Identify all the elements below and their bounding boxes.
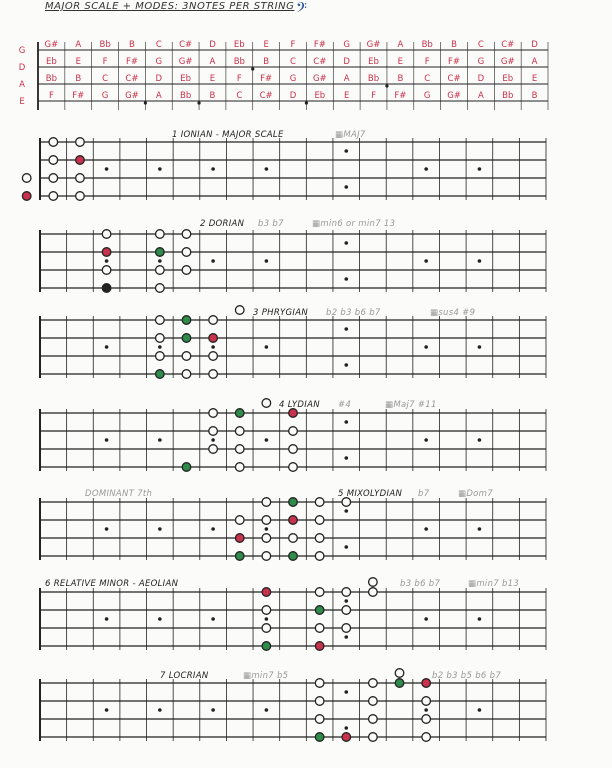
chord-label: ▦Maj7 #11 bbox=[385, 400, 437, 410]
interval-label: b7 bbox=[418, 489, 430, 499]
inlay-dot bbox=[265, 617, 269, 621]
mode-diagram bbox=[40, 399, 546, 472]
note-chart bbox=[19, 40, 548, 110]
mode-name-label: 2 DORIAN bbox=[200, 219, 245, 229]
scale-note-dot bbox=[209, 334, 218, 343]
chord-label: ▦MAJ7 bbox=[335, 130, 366, 140]
chord-label: ▦min6 or min7 13 bbox=[312, 219, 396, 229]
note-cell: C bbox=[236, 91, 243, 101]
scale-note-dot bbox=[369, 578, 378, 587]
note-cell: Eb bbox=[180, 74, 192, 84]
note-cell: C bbox=[102, 74, 109, 84]
scale-note-dot bbox=[235, 427, 244, 436]
scale-note-dot bbox=[156, 370, 165, 379]
inlay-dot bbox=[211, 617, 215, 621]
scale-note-dot bbox=[156, 248, 165, 257]
note-cell: B bbox=[451, 40, 457, 50]
scale-note-dot bbox=[209, 427, 218, 436]
chord-label: ▦Dom7 bbox=[458, 489, 493, 499]
mode-diagram bbox=[40, 489, 546, 560]
note-cell: F# bbox=[125, 57, 138, 67]
scale-note-dot bbox=[182, 334, 191, 343]
interval-label: #4 bbox=[338, 400, 352, 410]
scale-note-dot bbox=[156, 334, 165, 343]
scale-note-dot bbox=[22, 192, 31, 201]
scale-note-dot bbox=[342, 606, 351, 615]
scale-note-dot bbox=[22, 174, 31, 183]
note-cell: A bbox=[209, 57, 216, 67]
inlay-dot bbox=[211, 527, 215, 531]
inlay-dot bbox=[211, 345, 215, 349]
inlay-dot bbox=[211, 708, 215, 712]
note-cell: A bbox=[397, 40, 404, 50]
note-cell: C# bbox=[125, 74, 139, 84]
scale-note-dot bbox=[422, 733, 431, 742]
mode-diagram bbox=[40, 306, 546, 379]
scale-note-dot bbox=[289, 534, 298, 543]
inlay-dot bbox=[105, 617, 109, 621]
scale-note-dot bbox=[422, 715, 431, 724]
scale-note-dot bbox=[209, 409, 218, 418]
scale-note-dot bbox=[289, 552, 298, 561]
string-name-label: G bbox=[18, 46, 26, 56]
inlay-dot bbox=[265, 259, 269, 263]
inlay-dot bbox=[478, 617, 482, 621]
chord-label: ▦sus4 #9 bbox=[430, 308, 476, 318]
scale-note-dot bbox=[369, 697, 378, 706]
scale-note-dot bbox=[102, 230, 111, 239]
scale-note-dot bbox=[262, 588, 271, 597]
interval-label: b3 b7 bbox=[258, 219, 284, 229]
page-title: MAJOR SCALE + MODES: 3NOTES PER STRING bbox=[45, 1, 295, 12]
scale-note-dot bbox=[342, 588, 351, 597]
note-chart-marker-dot bbox=[144, 101, 147, 104]
inlay-dot bbox=[424, 167, 428, 171]
note-cell: C# bbox=[501, 40, 515, 50]
note-cell: E bbox=[397, 57, 404, 67]
scale-note-dot bbox=[315, 624, 324, 633]
inlay-dot bbox=[158, 527, 162, 531]
note-cell: F# bbox=[260, 74, 273, 84]
inlay-dot bbox=[478, 438, 482, 442]
inlay-dot bbox=[424, 708, 428, 712]
scale-note-dot bbox=[209, 352, 218, 361]
scale-note-dot bbox=[315, 642, 324, 651]
note-cell: G bbox=[477, 57, 485, 67]
inlay-dot bbox=[158, 259, 162, 263]
inlay-dot bbox=[265, 527, 269, 531]
scale-note-dot bbox=[209, 445, 218, 454]
note-cell: B bbox=[397, 74, 404, 84]
note-cell: G# bbox=[312, 74, 327, 84]
scale-note-dot bbox=[315, 498, 324, 507]
note-cell: Bb bbox=[421, 40, 433, 50]
scale-note-dot bbox=[49, 174, 58, 183]
scale-note-dot bbox=[76, 138, 85, 147]
note-cell: Eb bbox=[314, 91, 326, 101]
string-name-label: E bbox=[19, 97, 25, 107]
note-cell: Eb bbox=[502, 74, 514, 84]
note-cell: F# bbox=[394, 91, 407, 101]
note-chart-marker-dot bbox=[197, 101, 200, 104]
inlay-dot bbox=[344, 456, 348, 460]
scale-note-dot bbox=[49, 192, 58, 201]
inlay-dot bbox=[344, 420, 348, 424]
chord-label: ▦min7 b13 bbox=[468, 579, 520, 589]
interval-label: b3 b6 b7 bbox=[400, 579, 441, 589]
inlay-dot bbox=[105, 167, 109, 171]
note-cell: F bbox=[236, 74, 242, 84]
scale-note-dot bbox=[315, 715, 324, 724]
note-cell: G# bbox=[125, 91, 139, 101]
note-cell: B bbox=[531, 91, 538, 101]
inlay-dot bbox=[265, 345, 269, 349]
inlay-dot bbox=[211, 259, 215, 263]
note-cell: Bb bbox=[180, 91, 192, 101]
note-cell: F bbox=[102, 57, 108, 67]
inlay-dot bbox=[158, 438, 162, 442]
note-cell: A bbox=[477, 91, 484, 101]
mode-name-label: 6 RELATIVE MINOR - AEOLIAN bbox=[45, 579, 179, 589]
note-cell: E bbox=[531, 74, 538, 84]
mode-diagram bbox=[22, 130, 546, 200]
note-cell: G# bbox=[44, 40, 59, 50]
note-chart-marker-dot bbox=[305, 101, 308, 104]
scale-note-dot bbox=[262, 498, 271, 507]
note-cell: C# bbox=[179, 40, 193, 50]
scale-note-dot bbox=[369, 733, 378, 742]
note-cell: B bbox=[129, 40, 135, 50]
scale-note-dot bbox=[182, 266, 191, 275]
side-note-label: DOMINANT 7th bbox=[85, 489, 153, 499]
scale-note-dot bbox=[235, 552, 244, 561]
scale-note-dot bbox=[235, 463, 244, 472]
scale-note-dot bbox=[182, 248, 191, 257]
note-cell: Eb bbox=[368, 57, 379, 67]
scale-note-dot bbox=[182, 230, 191, 239]
inlay-dot bbox=[478, 527, 482, 531]
note-cell: F bbox=[371, 91, 376, 101]
mode-name-label: 3 PHRYGIAN bbox=[253, 308, 308, 318]
inlay-dot bbox=[344, 690, 348, 694]
scale-note-dot bbox=[262, 606, 271, 615]
scale-note-dot bbox=[315, 588, 324, 597]
inlay-dot bbox=[105, 345, 109, 349]
inlay-dot bbox=[344, 327, 348, 331]
scale-note-dot bbox=[209, 316, 218, 325]
interval-label: b2 b3 b5 b6 b7 bbox=[432, 671, 502, 681]
scale-note-dot bbox=[76, 174, 85, 183]
inlay-dot bbox=[478, 167, 482, 171]
interval-label: b2 b3 b6 b7 bbox=[326, 308, 381, 318]
note-cell: G bbox=[101, 91, 109, 101]
note-cell: D bbox=[343, 57, 350, 67]
scale-note-dot bbox=[262, 399, 271, 408]
note-cell: A bbox=[155, 91, 162, 101]
inlay-dot bbox=[478, 259, 482, 263]
note-chart-marker-dot bbox=[251, 67, 254, 70]
inlay-dot bbox=[211, 167, 215, 171]
note-cell: Bb bbox=[99, 40, 111, 50]
note-cell: G bbox=[423, 91, 431, 101]
inlay-dot bbox=[344, 363, 348, 367]
note-cell: D bbox=[209, 40, 216, 50]
scale-note-dot bbox=[315, 606, 324, 615]
scale-note-dot bbox=[76, 156, 85, 165]
note-cell: C# bbox=[447, 74, 461, 84]
scale-note-dot bbox=[156, 316, 165, 325]
scale-note-dot bbox=[289, 516, 298, 525]
scale-note-dot bbox=[422, 697, 431, 706]
scale-note-dot bbox=[235, 306, 244, 315]
scale-note-dot bbox=[156, 352, 165, 361]
inlay-dot bbox=[344, 149, 348, 153]
note-cell: G bbox=[155, 57, 163, 67]
inlay-dot bbox=[344, 509, 348, 513]
inlay-dot bbox=[478, 345, 482, 349]
inlay-dot bbox=[105, 259, 109, 263]
scale-note-dot bbox=[315, 552, 324, 561]
inlay-dot bbox=[158, 345, 162, 349]
scale-note-dot bbox=[49, 138, 58, 147]
scale-note-dot bbox=[262, 624, 271, 633]
note-cell: Eb bbox=[46, 57, 57, 67]
scale-note-dot bbox=[342, 733, 351, 742]
scale-note-dot bbox=[49, 156, 58, 165]
inlay-dot bbox=[265, 438, 269, 442]
scale-note-dot bbox=[342, 624, 351, 633]
inlay-dot bbox=[344, 599, 348, 603]
scale-note-dot bbox=[102, 248, 111, 257]
inlay-dot bbox=[105, 708, 109, 712]
note-cell: E bbox=[263, 40, 269, 50]
scale-note-dot bbox=[182, 352, 191, 361]
inlay-dot bbox=[344, 545, 348, 549]
note-cell: C# bbox=[313, 57, 327, 67]
scale-note-dot bbox=[289, 445, 298, 454]
scale-note-dot bbox=[369, 588, 378, 597]
scale-note-dot bbox=[235, 534, 244, 543]
note-cell: G# bbox=[366, 40, 381, 50]
inlay-dot bbox=[424, 259, 428, 263]
note-cell: D bbox=[477, 74, 485, 84]
inlay-dot bbox=[105, 438, 109, 442]
inlay-dot bbox=[424, 438, 428, 442]
note-chart-marker-dot bbox=[385, 84, 388, 87]
scale-note-dot bbox=[209, 370, 218, 379]
note-cell: C# bbox=[259, 91, 273, 101]
scale-note-dot bbox=[235, 445, 244, 454]
note-cell: G# bbox=[500, 57, 515, 67]
note-cell: A bbox=[343, 74, 350, 84]
note-cell: Bb bbox=[502, 91, 514, 101]
note-cell: B bbox=[263, 57, 270, 67]
inlay-dot bbox=[265, 708, 269, 712]
note-cell: F bbox=[48, 91, 54, 101]
note-cell: E bbox=[343, 91, 350, 101]
scale-note-dot bbox=[289, 427, 298, 436]
inlay-dot bbox=[424, 527, 428, 531]
note-cell: C bbox=[424, 74, 431, 84]
note-cell: F bbox=[424, 57, 430, 67]
note-cell: C bbox=[290, 57, 296, 67]
note-cell: G# bbox=[178, 57, 193, 67]
note-cell: D bbox=[289, 91, 297, 101]
note-cell: Bb bbox=[233, 57, 245, 67]
scale-note-dot bbox=[262, 516, 271, 525]
scale-note-dot bbox=[156, 230, 165, 239]
note-cell: F# bbox=[448, 57, 461, 67]
inlay-dot bbox=[344, 277, 348, 281]
mode-name-label: 4 LYDIAN bbox=[279, 400, 320, 410]
mode-name-label: 5 MIXOLYDIAN bbox=[338, 489, 403, 499]
scale-note-dot bbox=[156, 284, 165, 293]
inlay-dot bbox=[211, 438, 215, 442]
scale-note-dot bbox=[369, 679, 378, 688]
scale-note-dot bbox=[315, 697, 324, 706]
scale-note-dot bbox=[395, 669, 404, 678]
string-name-label: D bbox=[18, 63, 26, 73]
note-cell: F bbox=[290, 40, 296, 50]
scale-note-dot bbox=[395, 679, 404, 688]
note-cell: F# bbox=[313, 40, 326, 50]
note-cell: C bbox=[155, 40, 162, 50]
inlay-dot bbox=[344, 241, 348, 245]
scale-note-dot bbox=[289, 463, 298, 472]
note-cell: B bbox=[209, 91, 216, 101]
note-cell: Bb bbox=[45, 74, 58, 84]
inlay-dot bbox=[158, 617, 162, 621]
mode-diagram bbox=[40, 669, 546, 742]
bass-clef-icon: 𝄢 bbox=[296, 0, 307, 20]
scale-note-dot bbox=[262, 552, 271, 561]
inlay-dot bbox=[105, 527, 109, 531]
mode-diagram bbox=[40, 219, 546, 292]
scale-note-dot bbox=[262, 642, 271, 651]
mode-name-label: 7 LOCRIAN bbox=[160, 671, 209, 681]
note-cell: E bbox=[209, 74, 216, 84]
chord-label: ▦min7 b5 bbox=[243, 671, 289, 681]
scale-note-dot bbox=[182, 463, 191, 472]
note-cell: E bbox=[75, 57, 81, 67]
scale-note-dot bbox=[102, 266, 111, 275]
inlay-dot bbox=[424, 345, 428, 349]
note-cell: A bbox=[75, 40, 82, 50]
scale-note-dot bbox=[422, 679, 431, 688]
note-cell: F# bbox=[72, 91, 85, 101]
inlay-dot bbox=[158, 708, 162, 712]
inlay-dot bbox=[344, 726, 348, 730]
scale-note-dot bbox=[369, 715, 378, 724]
note-cell: Bb bbox=[367, 74, 380, 84]
scale-note-dot bbox=[315, 733, 324, 742]
mode-name-label: 1 IONIAN - MAJOR SCALE bbox=[172, 130, 284, 140]
scale-note-dot bbox=[262, 534, 271, 543]
scale-note-dot bbox=[235, 516, 244, 525]
inlay-dot bbox=[158, 167, 162, 171]
note-cell: B bbox=[75, 74, 82, 84]
inlay-dot bbox=[265, 167, 269, 171]
inlay-dot bbox=[344, 185, 348, 189]
scale-note-dot bbox=[315, 679, 324, 688]
note-cell: G bbox=[289, 74, 297, 84]
note-cell: G# bbox=[447, 91, 461, 101]
scale-note-dot bbox=[315, 534, 324, 543]
scale-note-dot bbox=[76, 192, 85, 201]
note-cell: A bbox=[531, 57, 538, 67]
scale-note-dot bbox=[156, 266, 165, 275]
note-cell: D bbox=[531, 40, 538, 50]
note-cell: G bbox=[343, 40, 350, 50]
scale-note-dot bbox=[289, 498, 298, 507]
scale-note-dot bbox=[182, 316, 191, 325]
inlay-dot bbox=[424, 617, 428, 621]
scale-note-dot bbox=[235, 409, 244, 418]
note-cell: D bbox=[155, 74, 163, 84]
mode-diagram bbox=[40, 578, 546, 651]
scale-note-dot bbox=[102, 284, 111, 293]
inlay-dot bbox=[478, 708, 482, 712]
mode-diagrams bbox=[22, 130, 546, 741]
inlay-dot bbox=[344, 635, 348, 639]
scale-note-dot bbox=[182, 370, 191, 379]
note-cell: Eb bbox=[233, 40, 245, 50]
note-cell: C bbox=[477, 40, 484, 50]
scale-note-dot bbox=[315, 516, 324, 525]
string-name-label: A bbox=[19, 80, 25, 90]
